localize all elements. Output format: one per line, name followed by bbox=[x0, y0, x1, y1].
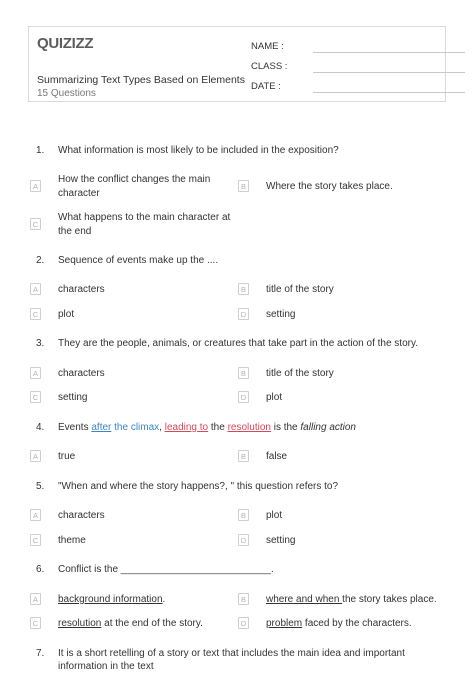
worksheet-title: Summarizing Text Types Based on Elements bbox=[37, 74, 245, 86]
question-count: 15 Questions bbox=[37, 88, 96, 99]
question-number: 3. bbox=[36, 338, 45, 349]
option-text: plot bbox=[58, 309, 75, 320]
option-text: resolution at the end of the story. bbox=[58, 618, 203, 629]
question-text: "When and where the story happens?, " this question refers to? bbox=[58, 481, 339, 492]
option-letter-box: B bbox=[238, 509, 249, 521]
question-number: 5. bbox=[36, 481, 45, 492]
date-line bbox=[313, 92, 465, 93]
question-text: Conflict is the ___________________________. bbox=[58, 564, 274, 575]
option-letter-box: A bbox=[30, 180, 41, 192]
option-text: plot bbox=[266, 392, 283, 403]
question-text: What information is most likely to be included in the exposition? bbox=[58, 145, 339, 156]
option-text: problem faced by the characters. bbox=[266, 618, 412, 629]
class-line bbox=[313, 72, 465, 73]
option-letter-box: A bbox=[30, 593, 41, 605]
option-letter-box: C bbox=[30, 534, 41, 546]
option-letter-box: A bbox=[30, 283, 41, 295]
option-text: What happens to the main character at the end bbox=[58, 212, 231, 237]
option-text: setting bbox=[266, 535, 296, 546]
question-number: 7. bbox=[36, 648, 45, 659]
option-text: characters bbox=[58, 368, 105, 379]
option-letter-box: A bbox=[30, 450, 41, 462]
option-text: theme bbox=[58, 535, 86, 546]
option-letter-box: C bbox=[30, 617, 41, 629]
option-text: setting bbox=[266, 309, 296, 320]
option-letter-box: B bbox=[238, 180, 249, 192]
option-letter-box: D bbox=[238, 617, 249, 629]
question-number: 1. bbox=[36, 145, 45, 156]
option-letter-box: A bbox=[30, 509, 41, 521]
option-text: characters bbox=[58, 284, 105, 295]
date-label: DATE : bbox=[251, 81, 281, 92]
name-label: NAME : bbox=[251, 41, 284, 52]
option-text: How the conflict changes the main character bbox=[58, 174, 211, 199]
option-text: background information. bbox=[58, 594, 166, 605]
quizizz-logo: QUIZIZZ bbox=[37, 35, 94, 52]
option-letter-box: B bbox=[238, 450, 249, 462]
option-text: setting bbox=[58, 392, 88, 403]
name-line bbox=[313, 52, 465, 53]
option-text: true bbox=[58, 451, 76, 462]
question-number: 6. bbox=[36, 564, 45, 575]
option-text: title of the story bbox=[266, 368, 334, 379]
question-text: It is a short retelling of a story or text that includes the main idea and important information in the text bbox=[58, 648, 405, 672]
option-text: characters bbox=[58, 510, 105, 521]
option-letter-box: C bbox=[30, 391, 41, 403]
option-letter-box: A bbox=[30, 367, 41, 379]
option-letter-box: C bbox=[30, 308, 41, 320]
option-letter-box: B bbox=[238, 367, 249, 379]
option-letter-box: D bbox=[238, 308, 249, 320]
option-letter-box: D bbox=[238, 391, 249, 403]
option-text: where and when the story takes place. bbox=[266, 594, 437, 605]
question-text: They are the people, animals, or creatures that take part in the action of the story. bbox=[58, 338, 419, 349]
option-text: title of the story bbox=[266, 284, 334, 295]
option-text: false bbox=[266, 451, 288, 462]
option-text: Where the story takes place. bbox=[266, 181, 393, 192]
class-label: CLASS : bbox=[251, 61, 288, 72]
question-number: 4. bbox=[36, 422, 45, 433]
option-letter-box: D bbox=[238, 534, 249, 546]
question-text: Events after the climax, leading to the resolution is the falling action bbox=[58, 422, 356, 433]
question-text: Sequence of events make up the .... bbox=[58, 255, 219, 266]
option-text: plot bbox=[266, 510, 283, 521]
question-number: 2. bbox=[36, 255, 45, 266]
worksheet-header bbox=[28, 26, 446, 102]
option-letter-box: B bbox=[238, 593, 249, 605]
option-letter-box: C bbox=[30, 218, 41, 230]
option-letter-box: B bbox=[238, 283, 249, 295]
